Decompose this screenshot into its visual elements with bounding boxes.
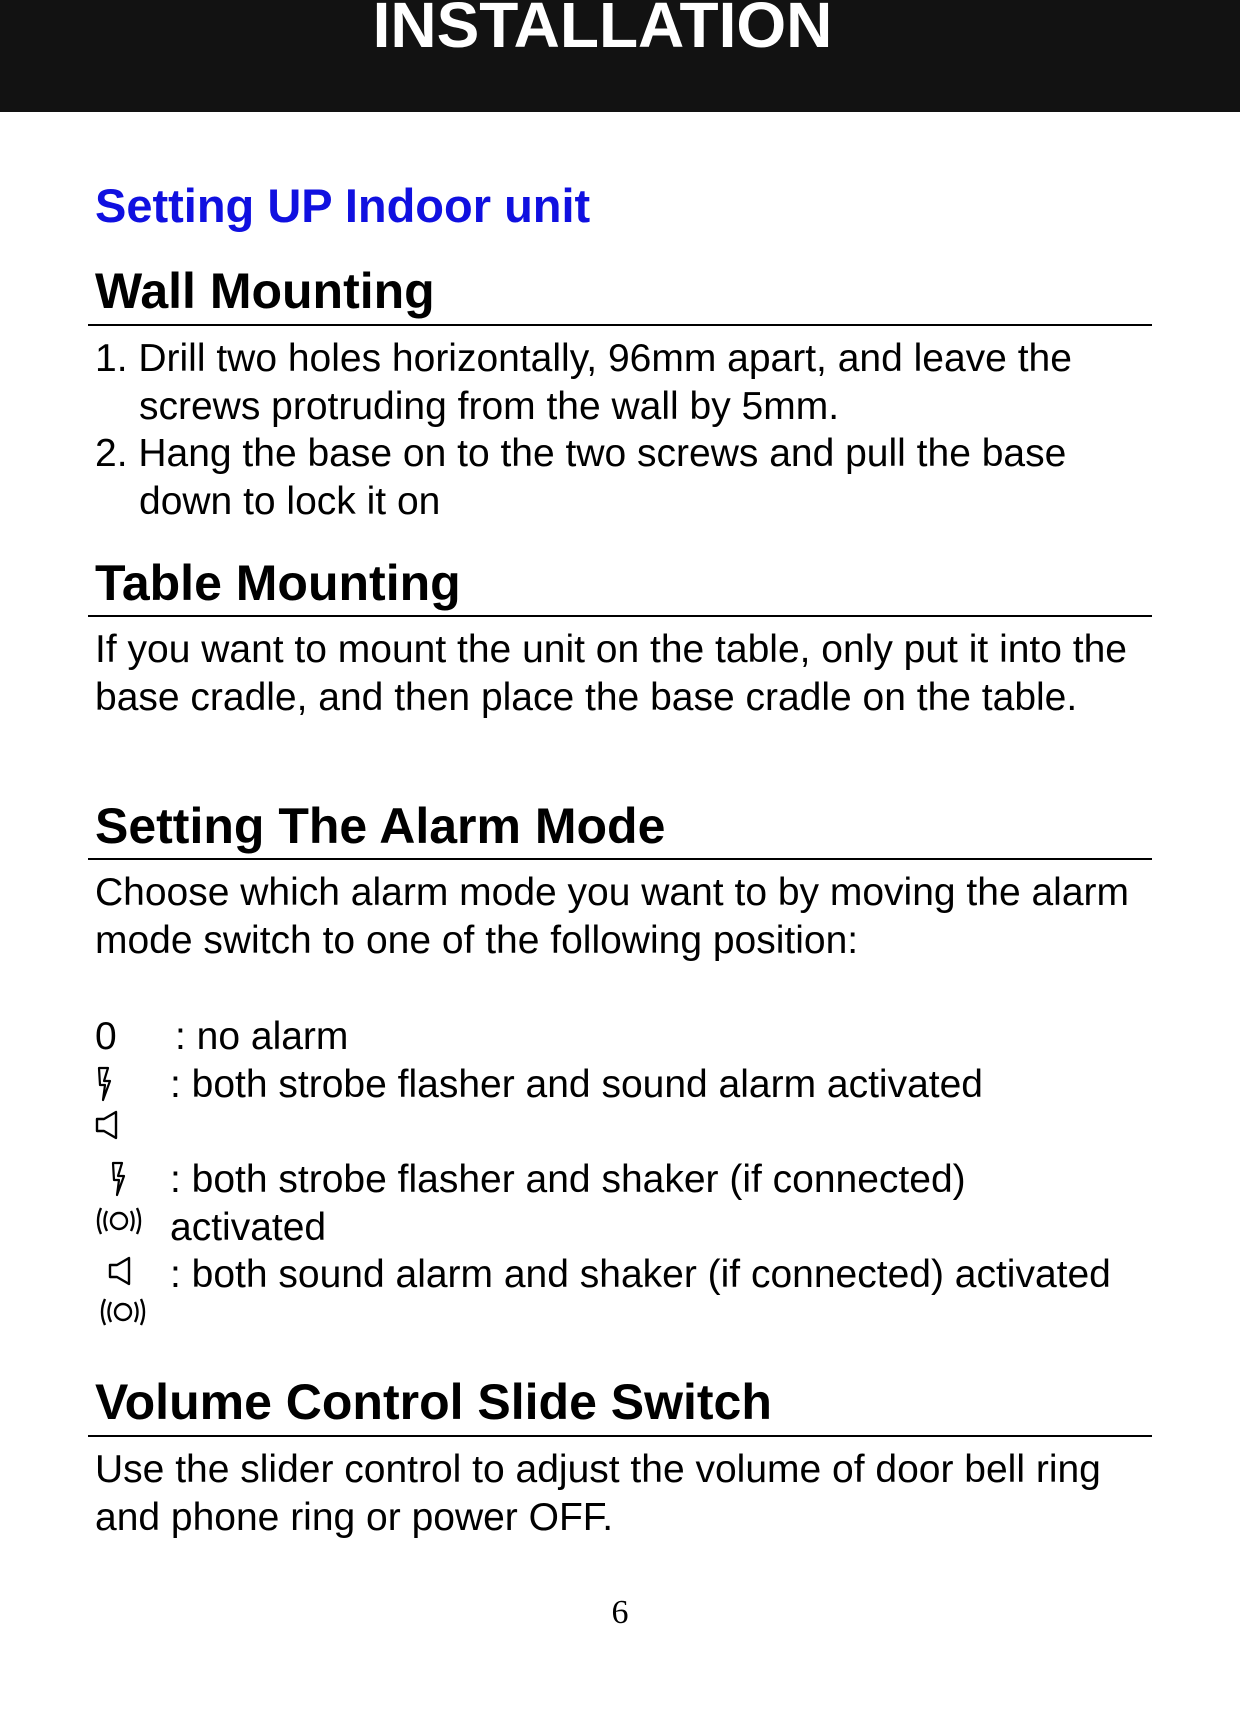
divider: [88, 1435, 1152, 1437]
alarm-mode-strobe-sound: [95, 1061, 1155, 1161]
shaker-icon: [96, 1206, 142, 1236]
alarm-mode-sound-shaker: [95, 1251, 1155, 1351]
mode-description: : both strobe flasher and shaker (if connected) activated: [170, 1158, 966, 1249]
volume-control-heading: Volume Control Slide Switch: [95, 1374, 772, 1430]
mode-description: : both strobe flasher and sound alarm activated: [170, 1063, 983, 1106]
strobe-icon: [111, 1162, 127, 1196]
strobe-icon: [97, 1067, 113, 1101]
alarm-mode-intro: Choose which alarm mode you want to by moving the alarm mode switch to one of the following position:: [95, 871, 1129, 962]
speaker-icon: [108, 1256, 134, 1286]
divider: [88, 324, 1152, 326]
section-subtitle: Setting UP Indoor unit: [95, 179, 591, 232]
mode-description: : no alarm: [175, 1015, 349, 1058]
list-item: 1. Drill two holes horizontally, 96mm apart, and leave the screws protruding from the wall by 5mm.: [95, 337, 1072, 428]
alarm-mode-heading: Setting The Alarm Mode: [95, 798, 666, 854]
wall-mounting-heading: Wall Mounting: [95, 263, 435, 319]
table-mounting-heading: Table Mounting: [95, 555, 461, 611]
divider: [88, 858, 1152, 860]
speaker-icon: [95, 1110, 121, 1140]
page-number: 6: [611, 1594, 629, 1631]
divider: [88, 615, 1152, 617]
page-title: INSTALLATION: [372, 0, 833, 61]
mode-symbol-zero: 0: [95, 1015, 117, 1058]
list-item: 2. Hang the base on to the two screws and pull the base down to lock it on: [95, 432, 1067, 523]
table-mounting-text: If you want to mount the unit on the table, only put it into the base cradle, and then place the base cradle on the table.: [95, 628, 1127, 719]
volume-control-text: Use the slider control to adjust the volume of door bell ring and phone ring or power OFF.: [95, 1448, 1101, 1539]
shaker-icon: [100, 1297, 146, 1327]
mode-description: : both sound alarm and shaker (if connected) activated: [170, 1253, 1111, 1296]
alarm-mode-strobe-shaker: [95, 1156, 1155, 1256]
header-banner: [0, 0, 1240, 112]
wall-mounting-steps: [95, 335, 1150, 525]
